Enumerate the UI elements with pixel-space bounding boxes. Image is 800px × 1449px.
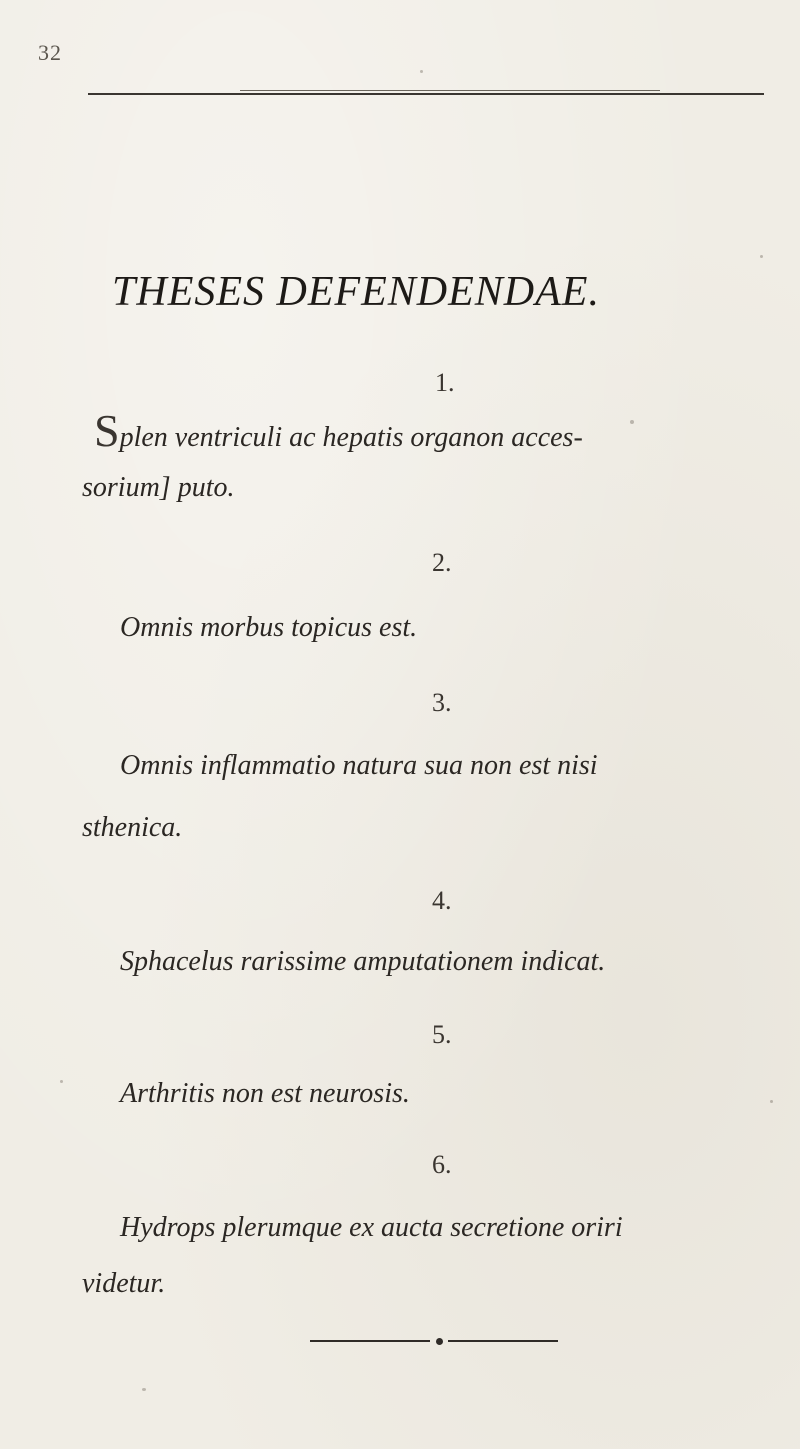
thesis-number-6: 6. [432,1150,452,1179]
paper-speck [630,420,634,424]
paper-speck [420,70,423,73]
paper-speck [760,255,763,258]
drop-cap: S [94,405,120,456]
thesis-number-3: 3. [432,688,452,717]
thesis-1-line-2: sorium] puto. [82,472,235,503]
thesis-number-5: 5. [432,1020,452,1049]
ornament-dot [436,1338,443,1345]
ornament-rule-right [448,1340,558,1342]
thesis-2-text: Omnis morbus topicus est. [120,612,418,643]
end-ornament [310,1338,570,1344]
ornament-rule-left [310,1340,430,1342]
paper-speck [142,1388,146,1391]
thesis-3-line-2: sthenica. [82,812,183,843]
paper-speck [770,1100,773,1103]
header-rule [88,93,764,95]
thesis-1-text: plen ventriculi ac hepatis organon acces- [119,422,583,453]
thesis-6-line-2: videtur. [82,1268,166,1299]
thesis-5-text: Arthritis non est neurosis. [120,1078,410,1109]
thesis-6-line-1: Hydrops plerumque ex aucta secretione oriri [120,1212,623,1243]
thesis-number-4: 4. [432,886,452,915]
thesis-4-text: Sphacelus rarissime amputationem indicat. [120,946,606,977]
page-title: THESES DEFENDENDAE. [112,269,600,315]
thesis-1-line-1 [94,405,583,456]
thesis-number-1: 1. [435,368,455,397]
thesis-number-2: 2. [432,548,452,577]
paper-speck [60,1080,63,1083]
page-number: 32 [38,40,62,65]
header-rule-thin [240,90,660,91]
thesis-3-line-1: Omnis inflammatio natura sua non est nisi [120,750,598,781]
